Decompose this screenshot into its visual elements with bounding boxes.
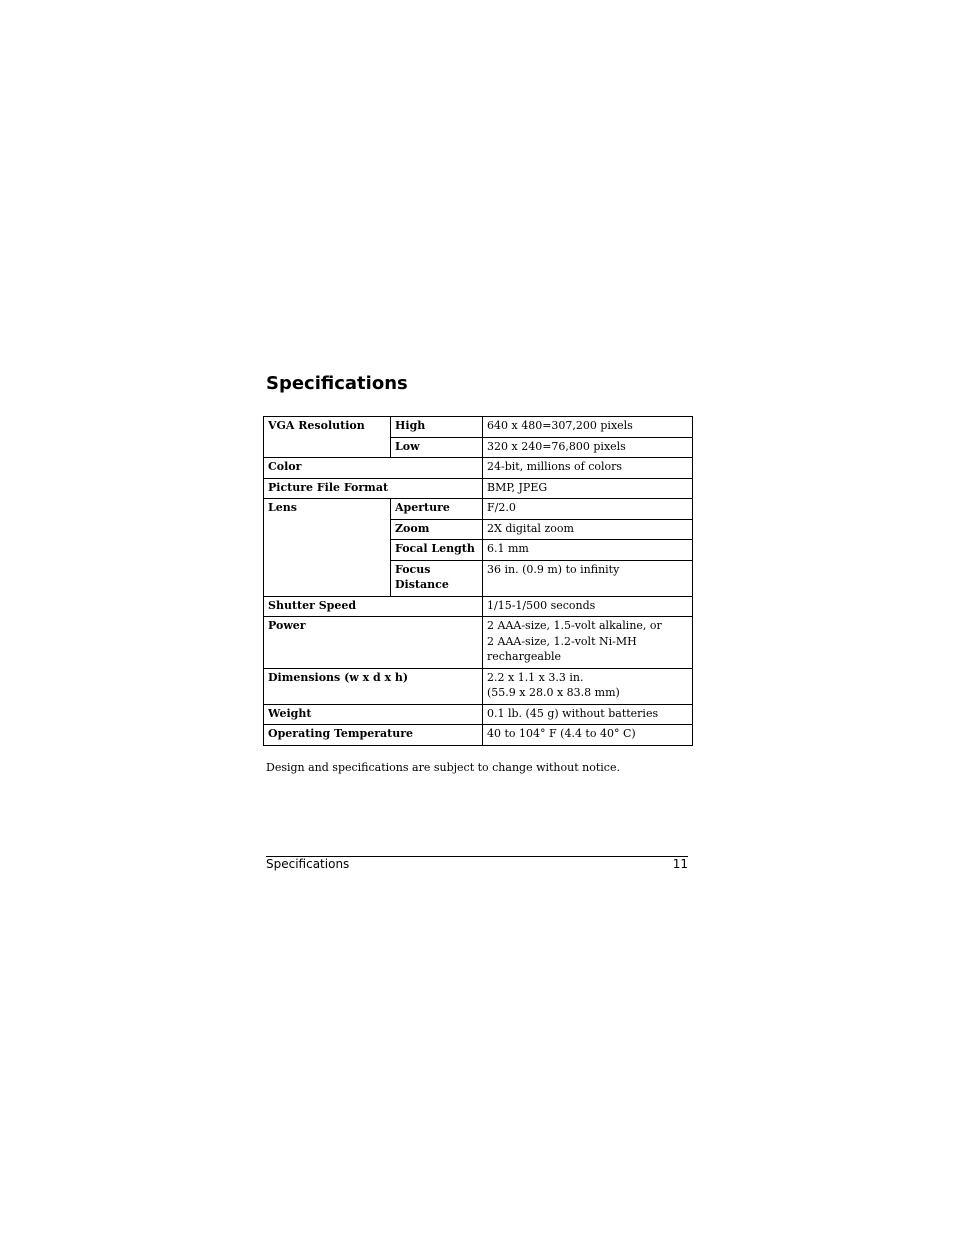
spec-value-zoom: 2X digital zoom [483, 519, 693, 540]
spec-label-picture-file-format: Picture File Format [264, 478, 483, 499]
focus-distance-label-line: Distance [395, 578, 449, 591]
spec-label-operating-temperature: Operating Temperature [264, 725, 483, 746]
table-row [264, 596, 693, 617]
table-row [264, 458, 693, 479]
spec-value-weight: 0.1 lb. (45 g) without batteries [483, 704, 693, 725]
spec-sublabel-low: Low [391, 437, 483, 458]
dimensions-value-line: 2.2 x 1.1 x 3.3 in. [487, 670, 584, 684]
spec-value-power [483, 617, 693, 669]
specifications-table [263, 416, 693, 746]
spec-value-dimensions [483, 668, 693, 704]
footer-section-title: Specifications [266, 857, 350, 871]
spec-label-weight: Weight [264, 704, 483, 725]
spec-label-shutter-speed: Shutter Speed [264, 596, 483, 617]
power-value-line: 2 AAA-size, 1.5-volt alkaline, or [487, 619, 662, 632]
table-row [264, 725, 693, 746]
table-row [264, 668, 693, 704]
spec-value-focus-distance: 36 in. (0.9 m) to infinity [483, 560, 693, 596]
page-title: Specifications [266, 373, 408, 394]
spec-sublabel-focus-distance [391, 560, 483, 596]
spec-value-shutter-speed: 1/15-1/500 seconds [483, 596, 693, 617]
spec-value-focal-length: 6.1 mm [483, 540, 693, 561]
spec-value-high: 640 x 480=307,200 pixels [483, 417, 693, 438]
table-row [264, 499, 693, 520]
spec-sublabel-aperture: Aperture [391, 499, 483, 520]
spec-label-color: Color [264, 458, 483, 479]
table-row [264, 704, 693, 725]
spec-sublabel-high: High [391, 417, 483, 438]
disclaimer-note: Design and specifications are subject to change without notice. [266, 761, 620, 774]
spec-value-color: 24-bit, millions of colors [483, 458, 693, 479]
spec-sublabel-focal-length: Focal Length [391, 540, 483, 561]
power-value-line: rechargeable [487, 650, 562, 663]
focus-distance-label-line: Focus [395, 562, 431, 576]
spec-label-lens: Lens [264, 499, 391, 597]
spec-value-aperture: F/2.0 [483, 499, 693, 520]
spec-value-low: 320 x 240=76,800 pixels [483, 437, 693, 458]
spec-label-dimensions: Dimensions (w x d x h) [264, 668, 483, 704]
table-row [264, 478, 693, 499]
spec-label-power: Power [264, 617, 483, 669]
footer-page-number: 11 [672, 857, 688, 871]
power-value-line: 2 AAA-size, 1.2-volt Ni-MH [487, 634, 637, 648]
spec-value-operating-temperature: 40 to 104° F (4.4 to 40° C) [483, 725, 693, 746]
spec-label-vga-resolution: VGA Resolution [264, 417, 391, 458]
spec-value-picture-file-format: BMP, JPEG [483, 478, 693, 499]
spec-sublabel-zoom: Zoom [391, 519, 483, 540]
table-row [264, 617, 693, 669]
table-row [264, 417, 693, 438]
dimensions-value-line: (55.9 x 28.0 x 83.8 mm) [487, 686, 620, 699]
